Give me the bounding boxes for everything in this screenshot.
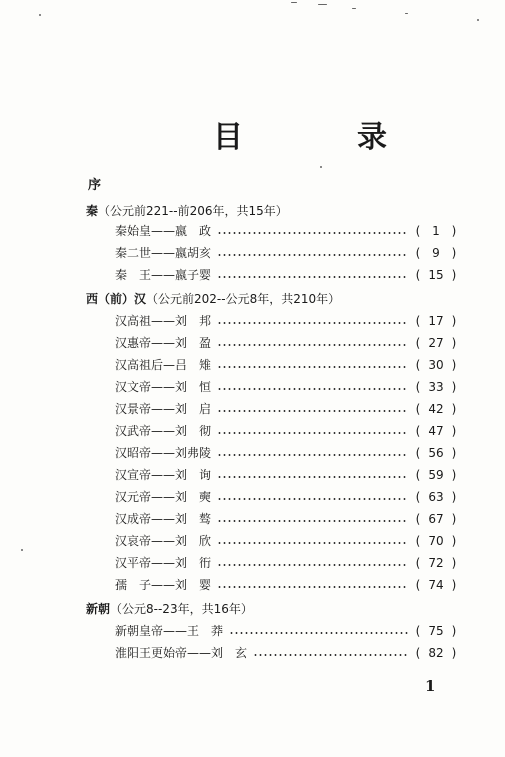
entry-page: 33 — [428, 380, 444, 394]
paren-close: ) — [451, 446, 457, 460]
page-number: 1 — [425, 677, 436, 695]
toc-entry — [115, 532, 460, 550]
dot-leader — [217, 454, 408, 456]
toc-entry — [115, 266, 460, 284]
scan-speck — [352, 8, 356, 9]
paren-close: ) — [451, 314, 457, 328]
toc-entry — [115, 312, 460, 330]
entry-page: 59 — [428, 468, 444, 482]
entry-page: 42 — [428, 402, 444, 416]
dot-leader — [217, 564, 408, 566]
scan-speck — [21, 549, 23, 551]
entry-label: 孺 子——刘 婴 — [115, 578, 212, 592]
paren-open: ( — [415, 224, 421, 238]
toc-entry — [115, 510, 460, 528]
entry-label: 汉昭帝——刘弗陵 — [115, 446, 212, 460]
dot-leader — [217, 232, 408, 234]
dot-leader — [217, 254, 408, 256]
entry-page: 1 — [432, 224, 440, 238]
paren-close: ) — [451, 402, 457, 416]
toc-entry — [115, 222, 460, 240]
paren-close: ) — [451, 512, 457, 526]
dynasty-heading-xin — [86, 600, 253, 617]
entry-page: 75 — [428, 624, 444, 638]
toc-entry — [115, 400, 460, 418]
dynasty-name: 新朝 — [86, 602, 111, 616]
paren-open: ( — [415, 402, 421, 416]
entry-page: 15 — [428, 268, 444, 282]
toc-entry — [115, 444, 460, 462]
dot-leader — [217, 388, 408, 390]
entry-page: 17 — [428, 314, 444, 328]
entry-page: 27 — [428, 336, 444, 350]
paren-open: ( — [415, 314, 421, 328]
entry-label: 汉成帝——刘 骜 — [115, 512, 212, 526]
dynasty-heading-western-han — [86, 290, 340, 307]
toc-entry — [115, 622, 460, 640]
toc-entry — [115, 422, 460, 440]
toc-entry — [115, 554, 460, 572]
toc-entry — [115, 356, 460, 374]
dynasty-name: 西（前）汉 — [86, 292, 147, 306]
dot-leader — [217, 322, 408, 324]
paren-close: ) — [451, 246, 457, 260]
paren-open: ( — [415, 446, 421, 460]
toc-entry — [115, 488, 460, 506]
dot-leader — [217, 476, 408, 478]
dynasty-span: （公元前221--前206年，共15年） — [98, 204, 288, 218]
scan-speck — [405, 13, 408, 14]
dot-leader — [253, 654, 408, 656]
paren-close: ) — [451, 624, 457, 638]
paren-close: ) — [451, 468, 457, 482]
paren-close: ) — [451, 336, 457, 350]
toc-entry — [115, 644, 460, 662]
scan-speck — [318, 4, 327, 5]
paren-open: ( — [415, 246, 421, 260]
paren-open: ( — [415, 512, 421, 526]
entry-label: 新朝皇帝——王 莽 — [115, 624, 224, 638]
page-title: 目 录 — [213, 120, 429, 155]
paren-close: ) — [451, 534, 457, 548]
entry-page: 74 — [428, 578, 444, 592]
paren-open: ( — [415, 424, 421, 438]
dot-leader — [217, 586, 408, 588]
scan-speck — [320, 166, 322, 168]
scan-speck — [477, 19, 479, 21]
paren-close: ) — [451, 358, 457, 372]
entry-label: 汉惠帝——刘 盈 — [115, 336, 212, 350]
entry-page: 63 — [428, 490, 444, 504]
paren-close: ) — [451, 224, 457, 238]
toc-entry — [115, 576, 460, 594]
entry-label: 汉宣帝——刘 询 — [115, 468, 212, 482]
entry-label: 汉景帝——刘 启 — [115, 402, 212, 416]
entry-label: 淮阳王更始帝——刘 玄 — [115, 646, 248, 660]
entry-label: 汉文帝——刘 恒 — [115, 380, 212, 394]
paren-open: ( — [415, 578, 421, 592]
paren-close: ) — [451, 490, 457, 504]
entry-page: 70 — [428, 534, 444, 548]
toc-entry — [115, 378, 460, 396]
paren-open: ( — [415, 646, 421, 660]
dot-leader — [217, 344, 408, 346]
paren-open: ( — [415, 468, 421, 482]
entry-label: 汉武帝——刘 彻 — [115, 424, 212, 438]
entry-label: 秦二世——嬴胡亥 — [115, 246, 212, 260]
paren-open: ( — [415, 380, 421, 394]
scan-speck — [291, 2, 297, 3]
paren-open: ( — [415, 556, 421, 570]
paren-close: ) — [451, 578, 457, 592]
paren-close: ) — [451, 380, 457, 394]
paren-open: ( — [415, 336, 421, 350]
dynasty-heading-qin — [86, 202, 288, 219]
paren-close: ) — [451, 556, 457, 570]
dynasty-span: （公元前202--公元8年，共210年） — [146, 292, 341, 306]
toc-entry — [115, 244, 460, 262]
paren-close: ) — [451, 646, 457, 660]
entry-label: 汉高祖后—吕 雉 — [115, 358, 212, 372]
entry-label: 秦始皇——嬴 政 — [115, 224, 212, 238]
entry-label: 汉哀帝——刘 欣 — [115, 534, 212, 548]
toc-entry — [115, 466, 460, 484]
dot-leader — [217, 366, 408, 368]
paren-open: ( — [415, 490, 421, 504]
entry-page: 56 — [428, 446, 444, 460]
paren-close: ) — [451, 268, 457, 282]
entry-page: 67 — [428, 512, 444, 526]
entry-page: 47 — [428, 424, 444, 438]
dot-leader — [217, 410, 408, 412]
entry-label: 秦 王——嬴子婴 — [115, 268, 212, 282]
paren-open: ( — [415, 534, 421, 548]
preface-heading: 序 — [88, 178, 102, 193]
dot-leader — [217, 498, 408, 500]
entry-label: 汉高祖——刘 邦 — [115, 314, 212, 328]
dynasty-name: 秦 — [86, 204, 99, 218]
entry-label: 汉平帝——刘 衎 — [115, 556, 212, 570]
dot-leader — [217, 542, 408, 544]
paren-open: ( — [415, 358, 421, 372]
entry-page: 82 — [428, 646, 444, 660]
dot-leader — [217, 432, 408, 434]
dot-leader — [229, 632, 408, 634]
paren-open: ( — [415, 268, 421, 282]
toc-entry — [115, 334, 460, 352]
dot-leader — [217, 520, 408, 522]
paren-open: ( — [415, 624, 421, 638]
dynasty-span: （公元8--23年，共16年） — [110, 602, 253, 616]
entry-label: 汉元帝——刘 奭 — [115, 490, 212, 504]
entry-page: 9 — [432, 246, 440, 260]
entry-page: 30 — [428, 358, 444, 372]
dot-leader — [217, 276, 408, 278]
paren-close: ) — [451, 424, 457, 438]
scan-speck — [39, 14, 41, 16]
entry-page: 72 — [428, 556, 444, 570]
